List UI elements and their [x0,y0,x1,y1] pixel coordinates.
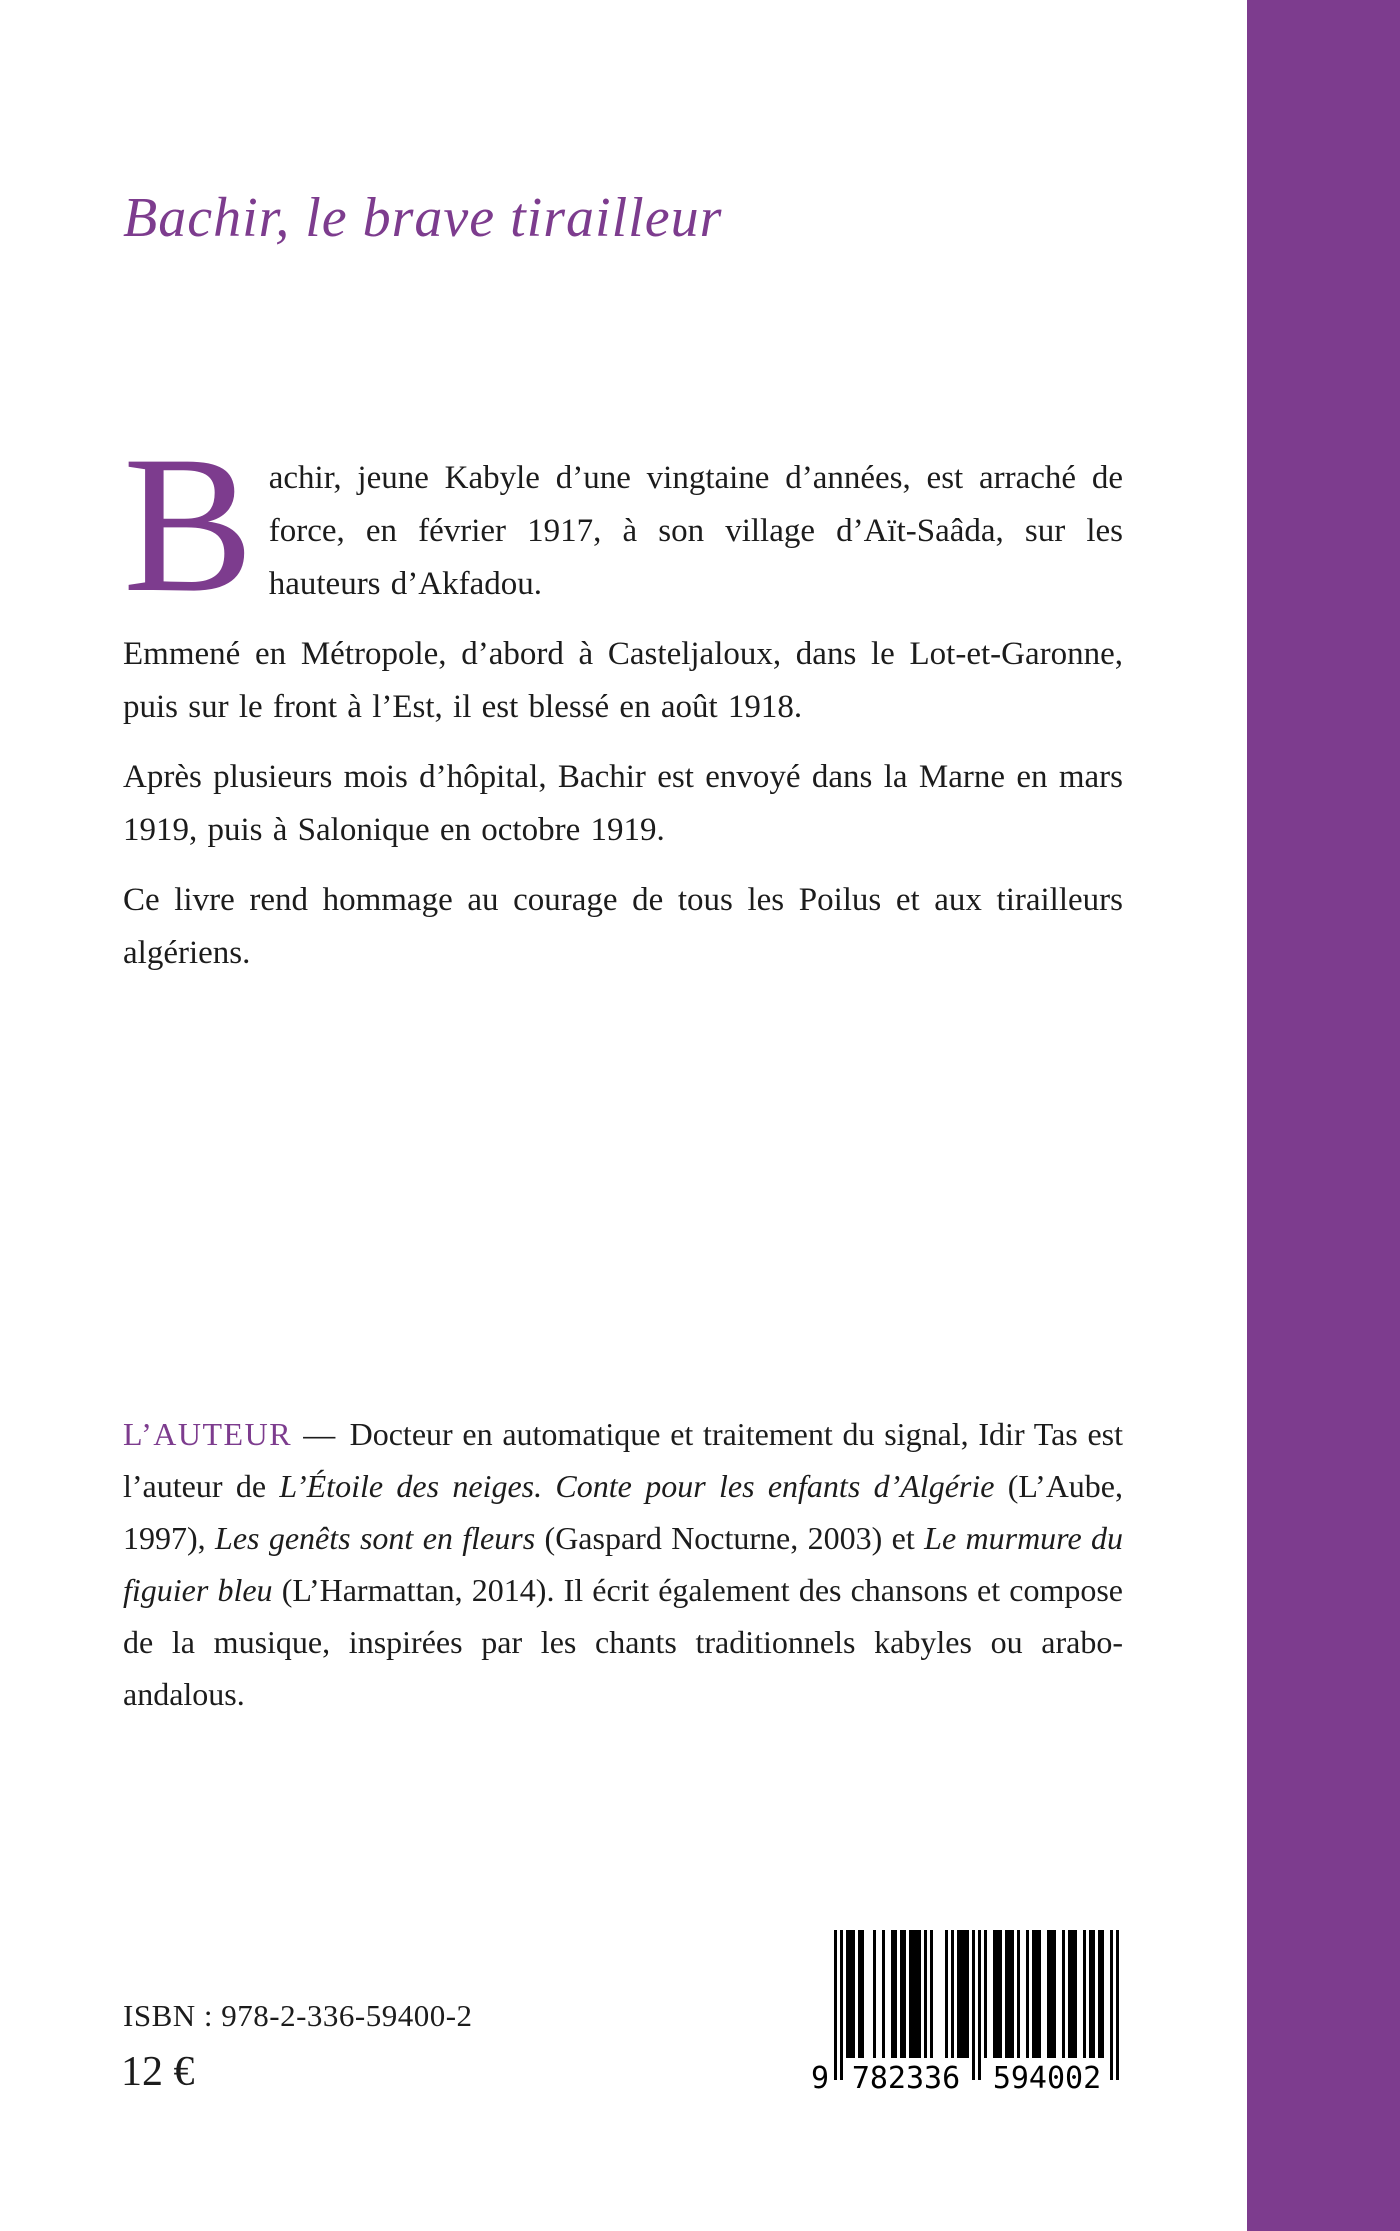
synopsis-paragraph-1 [123,416,1123,633]
synopsis [123,416,1123,997]
cover-purple-band [1247,0,1400,2231]
synopsis-paragraph-4: Ce livre rend hommage au courage de tous les Poilus et aux tirailleurs algériens. [123,882,1123,971]
barcode-digits: 782336 [851,2061,961,2095]
barcode [812,1930,1132,2095]
author-dash: — [303,1416,336,1452]
author-bio-segment: Le murmure du figuier bleu [123,1520,1124,1608]
isbn-text: ISBN : 978-2-336-59400-2 [123,1998,473,2033]
synopsis-paragraph-1-text: achir, jeune Kabyle d’une vingtaine d’années, est arraché de force, en février 1917, à son village d’Aït-Saâda, sur les hauteurs d’Akfadou. [268,460,1123,602]
book-title: Bachir, le brave tirailleur [123,187,723,249]
author-bio-segment: (L’Aube, 1997), [123,1468,1124,1556]
author-bio-segment: L’Étoile des neiges. Conte pour les enfants d’Algérie [279,1468,995,1504]
barcode-digits: 9 [812,2061,830,2095]
author-bio-segment: (L’Harmattan, 2014). Il écrit également des chansons et compose de la musique, inspirées par les chants traditionnels kabyles ou arabo-andalous. [123,1572,1124,1712]
author-bio-segment: Les genêts sont en fleurs [215,1520,536,1556]
synopsis-paragraph-3: Après plusieurs mois d’hôpital, Bachir est envoyé dans la Marne en mars 1919, puis à Salonique en octobre 1919. [123,759,1123,848]
barcode-graphic [812,1930,1132,2095]
author-bio-segment: (Gaspard Nocturne, 2003) et [535,1520,925,1556]
author-label: L’AUTEUR [123,1416,293,1452]
synopsis-paragraph-2: Emmené en Métropole, d’abord à Casteljaloux, dans le Lot-et-Garonne, puis sur le front à l’Est, il est blessé en août 1918. [123,636,1123,725]
author-bio [123,1408,1123,1720]
barcode-digits: 594002 [992,2061,1102,2095]
author-text [123,1416,1123,1712]
dropcap-letter: B [123,416,254,633]
price-text: 12 € [121,2049,195,2095]
author-bio-segment: Docteur en automatique et traitement du signal, Idir Tas est l’auteur de [123,1416,1123,1504]
